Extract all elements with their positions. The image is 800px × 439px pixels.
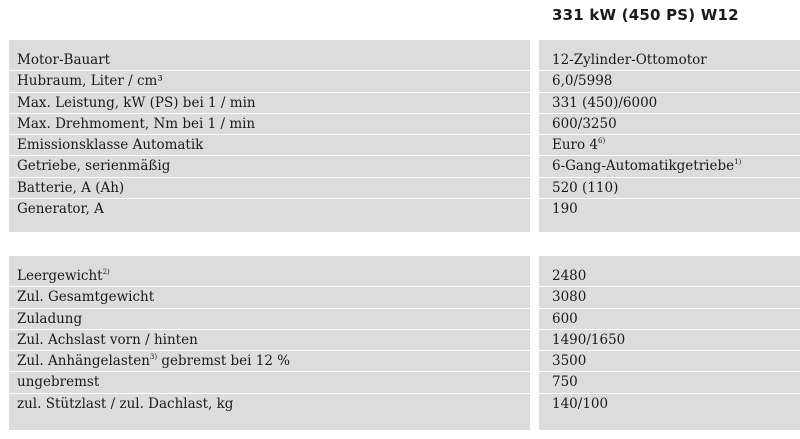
spec-value: 6,0/5998	[539, 71, 800, 92]
spec-label: Zul. Gesamtgewicht	[9, 287, 530, 308]
engine-specs-labels-block	[9, 40, 530, 232]
spec-value: 750	[539, 372, 800, 393]
spec-label-suffix: gebremst bei 12 %	[157, 353, 291, 370]
footnote-marker: 2)	[102, 268, 110, 276]
spec-label: Max. Drehmoment, Nm bei 1 / min	[9, 114, 530, 135]
spec-value: 331 (450)/6000	[539, 93, 800, 114]
spec-value: 190	[552, 201, 578, 218]
spec-label-row	[9, 351, 530, 372]
spec-value: 1490/1650	[539, 330, 800, 351]
spec-value: Euro 4	[552, 137, 599, 154]
footnote-marker: 3)	[149, 353, 158, 362]
weight-specs-labels-block	[9, 256, 530, 430]
spec-label: Getriebe, serienmäßig	[9, 156, 530, 177]
spec-label: ungebremst	[9, 372, 530, 393]
spec-value: 3500	[539, 351, 800, 372]
spec-label: Leergewicht	[17, 268, 103, 284]
spec-value: 6-Gang-Automatikgetriebe	[552, 158, 735, 175]
spec-label: Motor-Bauart	[9, 50, 530, 71]
spec-value: 520 (110)	[539, 178, 800, 199]
spec-value: 3080	[539, 287, 800, 308]
weight-specs-values-block	[539, 256, 800, 430]
spec-label: Generator, A	[17, 201, 104, 218]
footnote-marker: 1)	[734, 158, 742, 167]
spec-label: Max. Leistung, kW (PS) bei 1 / min	[9, 93, 530, 114]
spec-label: zul. Stützlast / zul. Dachlast, kg	[17, 395, 234, 412]
spec-label: Zul. Achslast vorn / hinten	[9, 330, 530, 351]
spec-label: Zul. Anhängelasten	[17, 353, 150, 370]
spec-label: Zuladung	[9, 309, 530, 330]
spec-label: Emissionsklasse Automatik	[9, 135, 530, 156]
footnote-marker: 6)	[598, 137, 606, 146]
spec-label: Batterie, A (Ah)	[9, 178, 530, 199]
spec-value: 600	[539, 309, 800, 330]
spec-label-row	[9, 266, 530, 287]
spec-value: 600/3250	[539, 114, 800, 135]
engine-variant-header: 331 kW (450 PS) W12	[552, 6, 739, 24]
spec-label: Hubraum, Liter / cm³	[9, 71, 530, 92]
spec-value: 140/100	[552, 395, 609, 412]
spec-value: 2480	[539, 266, 800, 287]
engine-specs-values-block	[539, 40, 800, 232]
spec-value-row	[539, 135, 800, 156]
spec-value-row	[539, 156, 800, 177]
spec-value: 12-Zylinder-Ottomotor	[539, 50, 800, 71]
